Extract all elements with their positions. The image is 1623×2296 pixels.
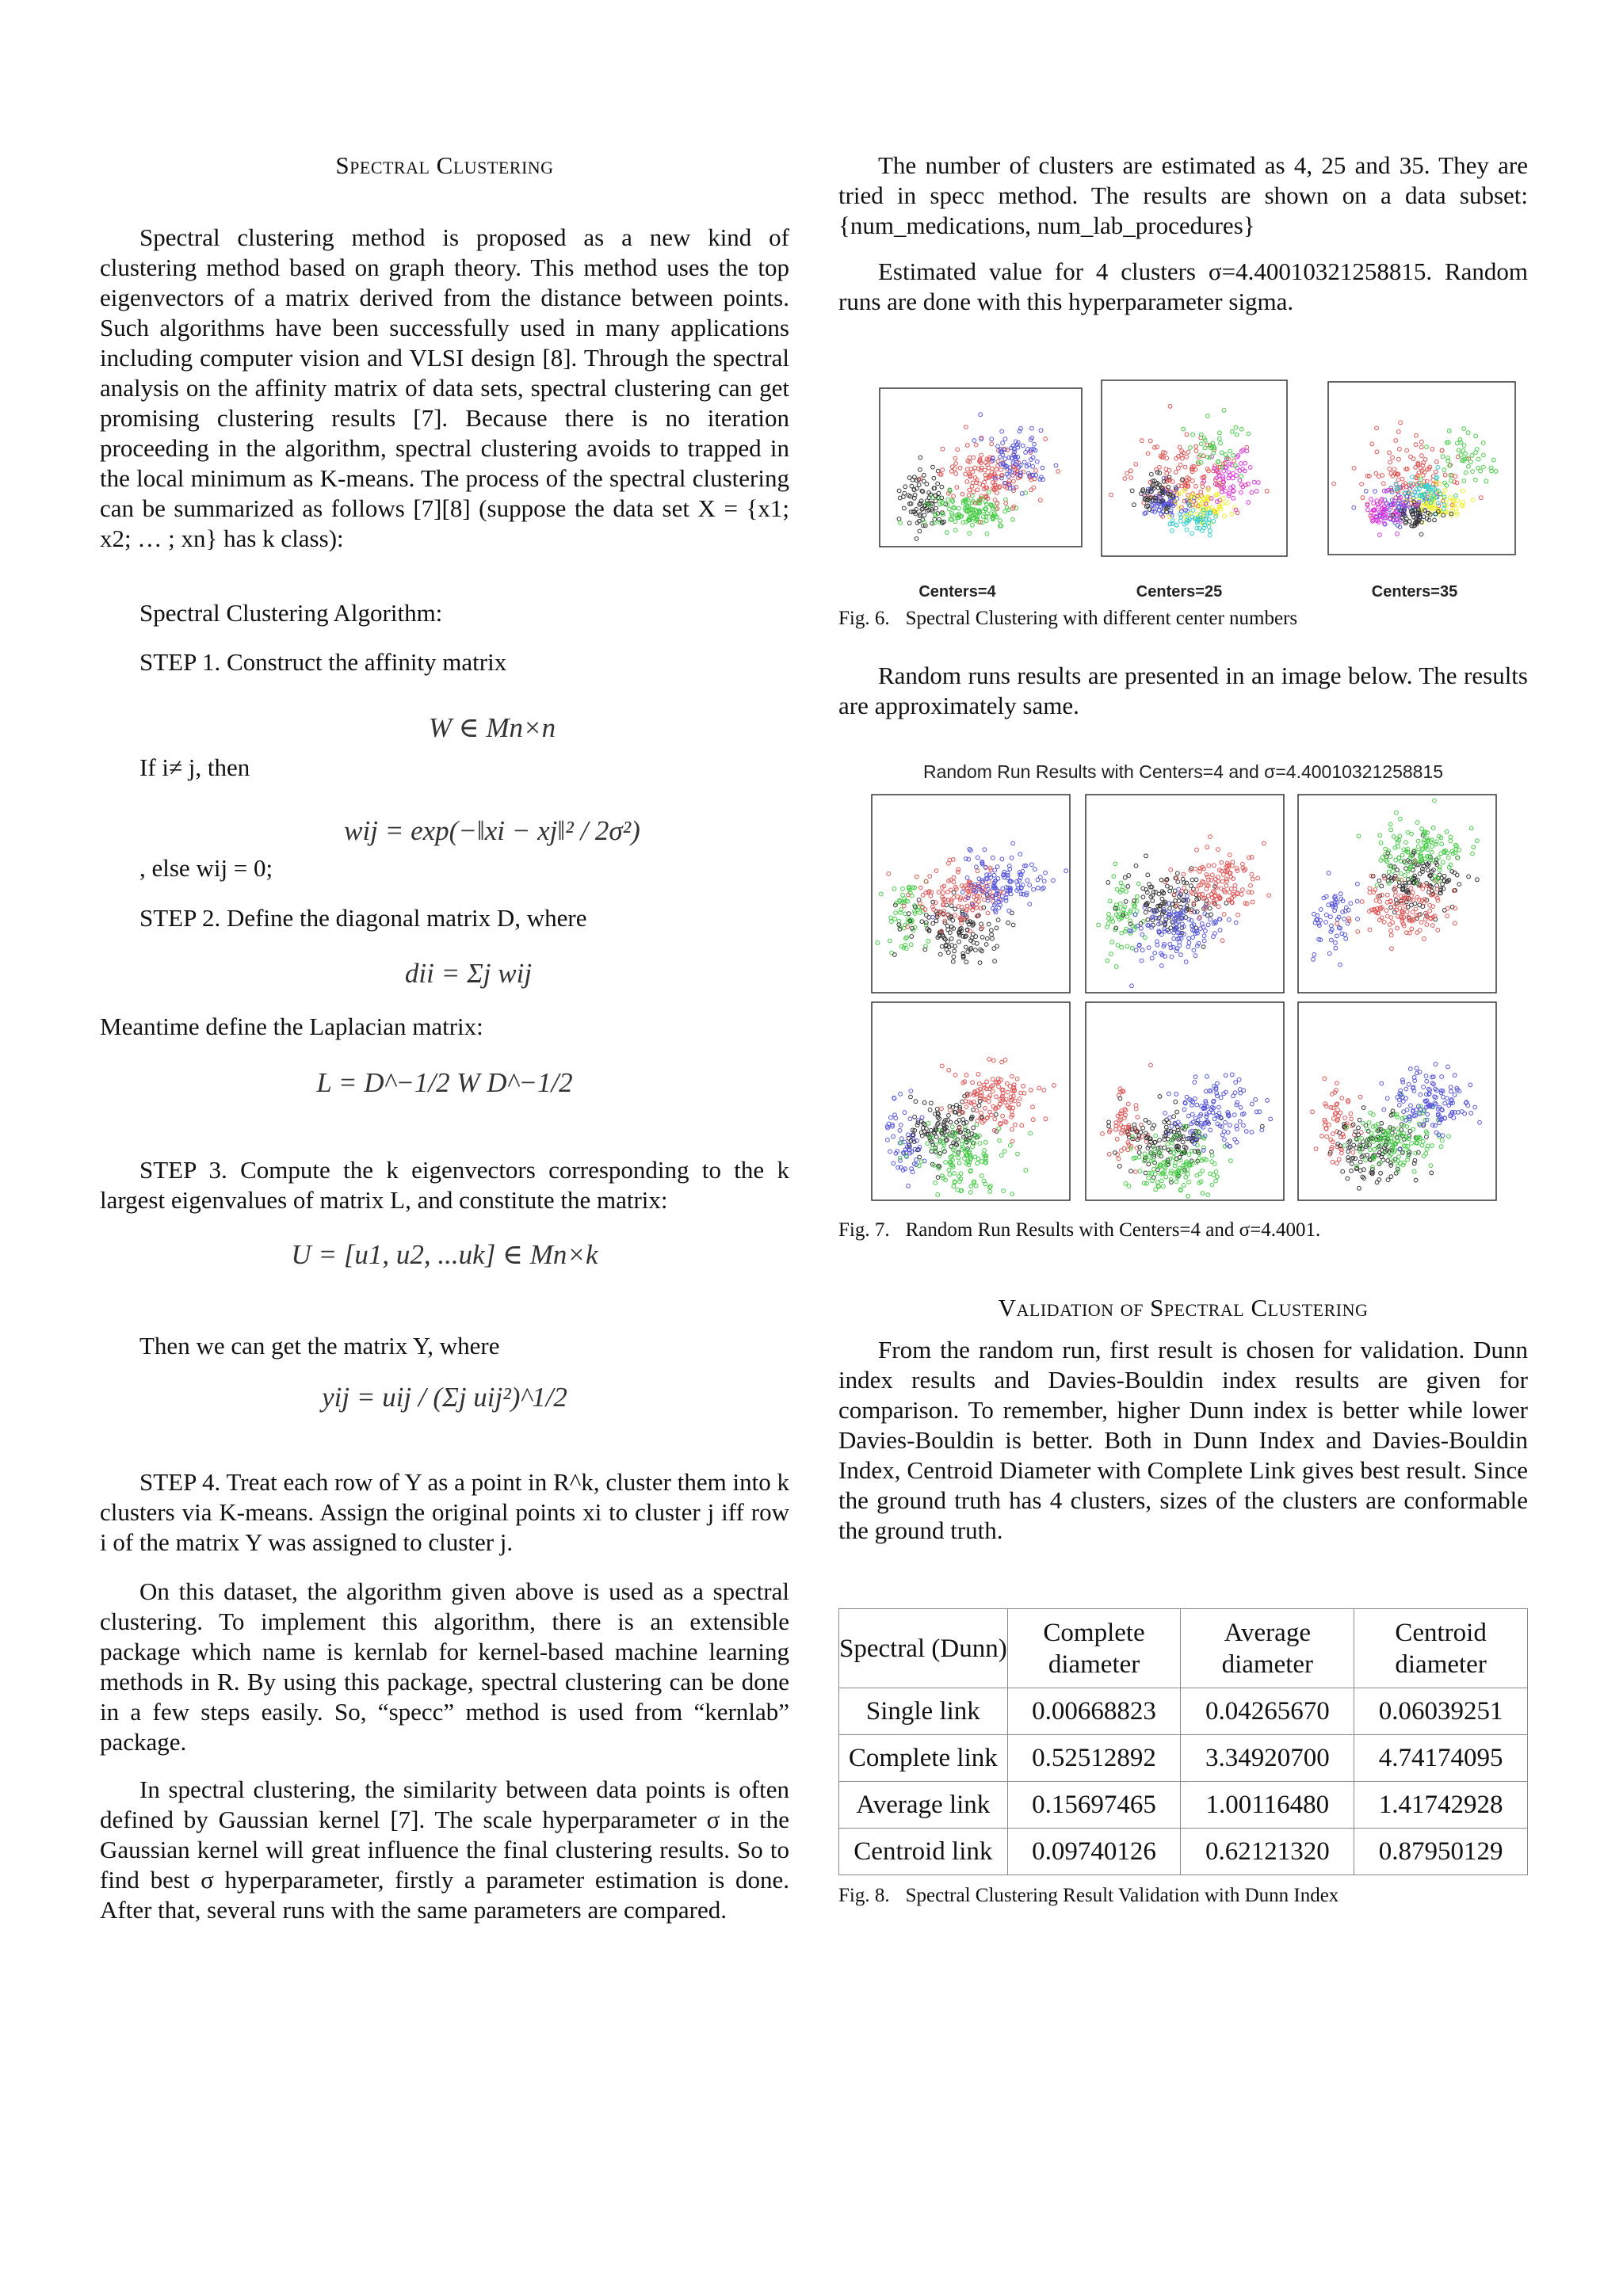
fig7-panel	[872, 1002, 1070, 1200]
paragraph-estimated: Estimated value for 4 clusters σ=4.40010321258815. Random runs are done with this hyperparameter sigma.	[838, 257, 1528, 315]
paragraph-intro: Spectral clustering method is proposed as a new kind of clustering method based on graph theory. This method uses the top eigenvectors of a matrix derived from the distance between points. Such algorithms have been successfully used in many applications including computer vision and VLSI design [8]. Through the spectral analysis on the affinity matrix of data sets, spectral clustering can get promising clustering results [7]. Because there is no iteration proceeding in the algorithm, spectral clustering avoids to trapped in the local minimum as K-means. The process of the spectral clustering can be summarized as follows [7][8] (suppose the data set X = {x1; x2; … ; xn} has k class):	[100, 223, 789, 552]
table-cell: Centroid link	[839, 1829, 1008, 1875]
table-cell: 3.34920700	[1181, 1735, 1354, 1782]
step-1: STEP 1. Construct the affinity matrix	[139, 648, 507, 676]
table-row	[839, 1782, 1528, 1829]
table-cell: 4.74174095	[1354, 1735, 1528, 1782]
fig7-caption-text: Random Run Results with Centers=4 and σ=4.4001.	[905, 1219, 1321, 1241]
fig8-caption-number: Fig. 8.	[838, 1885, 890, 1906]
fig6-caption-text: Spectral Clustering with different center numbers	[905, 608, 1298, 629]
equation-w-ij: wij = exp(−‖xi − xj‖² / 2σ²)	[344, 815, 640, 846]
table-cell: 0.62121320	[1181, 1829, 1354, 1875]
fig6-panel-centers-4	[880, 388, 1082, 547]
meantime-line: Meantime define the Laplacian matrix:	[100, 1013, 483, 1040]
fig7-caption-number: Fig. 7.	[838, 1219, 890, 1241]
step-2: STEP 2. Define the diagonal matrix D, where	[139, 904, 587, 932]
fig6-label-centers-4: Centers=4	[918, 583, 996, 601]
step-4: STEP 4. Treat each row of Y as a point in R^k, cluster them into k clusters via K-means. Assign the original points xi to cluster j iff row i of the matrix Y was assigned to cluster j.	[100, 1468, 789, 1556]
algorithm-title: Spectral Clustering Algorithm:	[139, 599, 443, 627]
table-row	[839, 1688, 1528, 1735]
section-heading-validation: Validation of Spectral Clustering	[998, 1294, 1369, 1322]
figure-7	[838, 788, 1528, 1208]
step-3: STEP 3. Compute the k eigenvectors corresponding to the k largest eigenvalues of matrix L, and constitute the matrix:	[100, 1156, 789, 1214]
fig7-panel	[1298, 1002, 1496, 1200]
else-line: , else wij = 0;	[139, 854, 273, 882]
figure-6	[838, 372, 1528, 602]
plot-frame	[1298, 795, 1496, 993]
table-row	[839, 1735, 1528, 1782]
section-heading-spectral: Spectral Clustering	[335, 151, 554, 179]
dunn-table	[838, 1608, 1528, 1875]
fig6-panel-centers-35	[1328, 382, 1515, 555]
figure-6-plots	[838, 372, 1528, 602]
table-cell: 1.41742928	[1354, 1782, 1528, 1829]
table-cell: 0.04265670	[1181, 1688, 1354, 1735]
equation-y-ij: yij = uij / (Σj uij²)^1/2	[322, 1382, 567, 1413]
fig6-caption	[838, 607, 1528, 631]
paragraph-dataset: On this dataset, the algorithm given above is used as a spectral clustering. To implement this algorithm, there is an extensible package which name is kernlab for kernel-based machine learning methods in R. By using this package, spectral clustering can be done in a few steps easily. So, “specc” method is used from “kernlab” package.	[100, 1577, 789, 1756]
equation-w-matrix: W ∈ Mn×n	[428, 712, 556, 743]
table-cell: 0.52512892	[1007, 1735, 1181, 1782]
fig6-panel-centers-25	[1102, 380, 1287, 556]
then-line: Then we can get the matrix Y, where	[139, 1332, 500, 1360]
if-line: If i≠ j, then	[139, 753, 250, 781]
table-header-row	[839, 1609, 1528, 1688]
paragraph-sigma: In spectral clustering, the similarity between data points is often defined by Gaussian kernel [7]. The scale hyperparameter σ in the Gaussian kernel will great influence the final clustering results. So to find best σ hyperparameter, firstly a parameter estimation is done. After that, several runs with the same parameters are compared.	[100, 1775, 789, 1924]
table-header-cell: Spectral (Dunn)	[839, 1609, 1008, 1688]
paragraph-clusters: The number of clusters are estimated as 4, 25 and 35. They are tried in specc method. The results are shown on a data subset: {num_medications, num_lab_procedures}	[838, 151, 1528, 239]
fig7-caption	[838, 1219, 1528, 1242]
table-cell: 1.00116480	[1181, 1782, 1354, 1829]
table-cell: 0.06039251	[1354, 1688, 1528, 1735]
fig6-label-centers-25: Centers=25	[1136, 583, 1223, 601]
table-cell: 0.09740126	[1007, 1829, 1181, 1875]
equation-laplacian: L = D^−1/2 W D^−1/2	[316, 1067, 573, 1098]
fig7-panel	[872, 795, 1070, 993]
table-row	[839, 1829, 1528, 1875]
table-cell: Complete link	[839, 1735, 1008, 1782]
table-header-cell: Average diameter	[1181, 1609, 1354, 1688]
fig6-label-centers-35: Centers=35	[1371, 583, 1458, 601]
table-cell: Average link	[839, 1782, 1008, 1829]
fig8-caption	[838, 1884, 1528, 1908]
table-header-cell: Centroid diameter	[1354, 1609, 1528, 1688]
equation-d-ii: dii = Σj wij	[404, 958, 533, 989]
fig7-panel	[1086, 795, 1284, 993]
table-cell: 0.87950129	[1354, 1829, 1528, 1875]
table-cell: 0.00668823	[1007, 1688, 1181, 1735]
fig8-caption-text: Spectral Clustering Result Validation with Dunn Index	[905, 1885, 1339, 1906]
fig7-panel	[1086, 1002, 1284, 1200]
figure-7-plots	[838, 788, 1528, 1208]
table-cell: 0.15697465	[1007, 1782, 1181, 1829]
fig7-panel	[1298, 795, 1496, 993]
fig7-title: Random Run Results with Centers=4 and σ=4.40010321258815	[922, 761, 1444, 782]
equation-u-matrix: U = [u1, u2, ...uk] ∈ Mn×k	[291, 1239, 598, 1270]
paragraph-random-runs: Random runs results are presented in an image below. The results are approximately same.	[838, 662, 1528, 719]
table-cell: Single link	[839, 1688, 1008, 1735]
fig6-caption-number: Fig. 6.	[838, 608, 890, 629]
paragraph-validation: From the random run, first result is chosen for validation. Dunn index results and Davies-Bouldin index results are given for comparison. To remember, higher Dunn index is better while lower Davies-Bouldin is better. Both in Dunn Index and Davies-Bouldin Index, Centroid Diameter with Complete Link gives best result. Since the ground truth has 4 clusters, sizes of the clusters are conformable the ground truth.	[838, 1336, 1528, 1544]
table-header-cell: Complete diameter	[1007, 1609, 1181, 1688]
